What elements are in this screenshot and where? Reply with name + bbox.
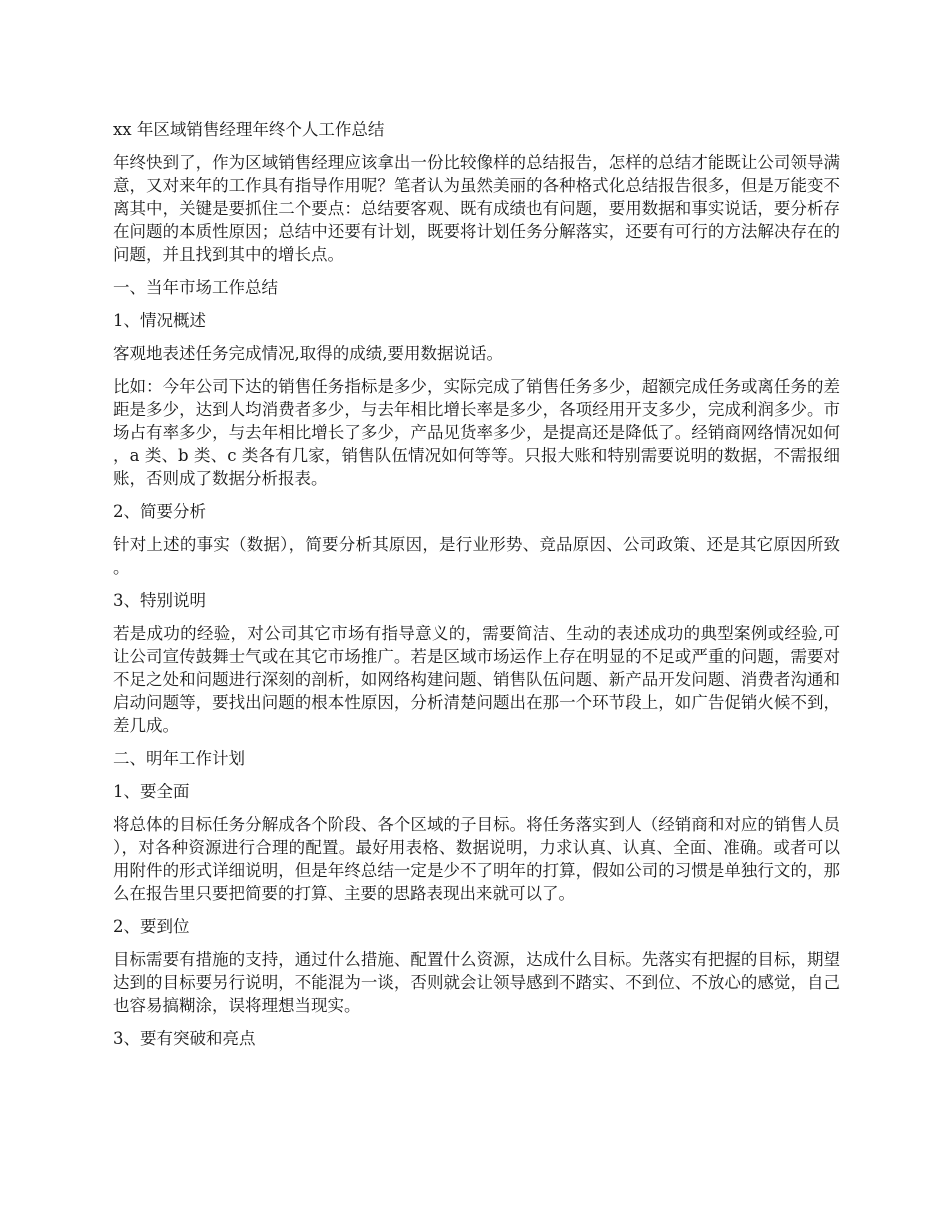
document-title: xx 年区域销售经理年终个人工作总结 <box>113 120 385 139</box>
subheading-overview: 1、情况概述 <box>113 311 206 330</box>
section-heading-current-year-summary: 一、当年市场工作总结 <box>113 278 278 297</box>
intro-paragraph: 年终快到了，作为区域销售经理应该拿出一份比较像样的总结报告，怎样的总结才能既让公司领导满意，又对来年的工作具有指导作用呢？笔者认为虽然美丽的各种格式化总结报告很多，但是万能变不离其中，关键是要抓住二个要点：总结要客观、既有成绩也有问题，要用数据和事实说话，要分析存在问题的本质性原因；总结中还要有计划，既要将计划任务分解落实，还要有可行的方法解决存在的问题，并且找到其中的增长点。 <box>113 153 840 264</box>
paragraph-comprehensive: 将总体的目标任务分解成各个阶段、各个区域的子目标。将任务落实到人（经销商和对应的销售人员），对各种资源进行合理的配置。最好用表格、数据说明，力求认真、认真、全面、准确。或者可以用附件的形式详细说明，但是年终总结一定是少不了明年的打算，假如公司的习惯是单独行文的，那么在报告里只要把简要的打算、主要的思路表现出来就可以了。 <box>113 815 840 903</box>
section-heading-next-year-plan: 二、明年工作计划 <box>113 749 245 768</box>
subheading-in-place: 2、要到位 <box>113 917 190 936</box>
paragraph-special-notes: 若是成功的经验，对公司其它市场有指导意义的，需要简洁、生动的表述成功的典型案例或经验,可让公司宣传鼓舞士气或在其它市场推广。若是区域市场运作上存在明显的不足或严重的问题，需要对不足之处和问题进行深刻的剖析，如网络构建问题、销售队伍问题、新产品开发问题、消费者沟通和启动问题等，要找出问题的根本性原因，分析清楚问题出在那一个环节段上，如广告促销火候不到，差几成。 <box>113 624 840 735</box>
paragraph-overview-intro: 客观地表述任务完成情况,取得的成绩,要用数据说话。 <box>113 344 503 363</box>
subheading-breakthroughs: 3、要有突破和亮点 <box>113 1029 256 1048</box>
subheading-special-notes: 3、特别说明 <box>113 591 206 610</box>
paragraph-brief-analysis: 针对上述的事实（数据），简要分析其原因，是行业形势、竞品原因、公司政策、还是其它原因所致。 <box>113 535 840 577</box>
subheading-brief-analysis: 2、简要分析 <box>113 502 206 521</box>
document-page <box>113 118 840 1060</box>
subheading-comprehensive: 1、要全面 <box>113 782 190 801</box>
paragraph-overview-example: 比如：今年公司下达的销售任务指标是多少，实际完成了销售任务多少，超额完成任务或离任务的差距是多少，达到人均消费者多少，与去年相比增长率是多少，各项经用开支多少，完成利润多少。市场占有率多少，与去年相比增长了多少，产品见货率多少，是提高还是降低了。经销商网络情况如何，a 类、b 类、c 类各有几家，销售队伍情况如何等等。只报大账和特别需要说明的数据，不需报细账，否则成了数据分析报表。 <box>113 377 840 488</box>
paragraph-in-place: 目标需要有措施的支持，通过什么措施、配置什么资源，达成什么目标。先落实有把握的目标，期望达到的目标要另行说明，不能混为一谈，否则就会让领导感到不踏实、不到位、不放心的感觉，自己也容易搞糊涂，误将理想当现实。 <box>113 950 840 1015</box>
